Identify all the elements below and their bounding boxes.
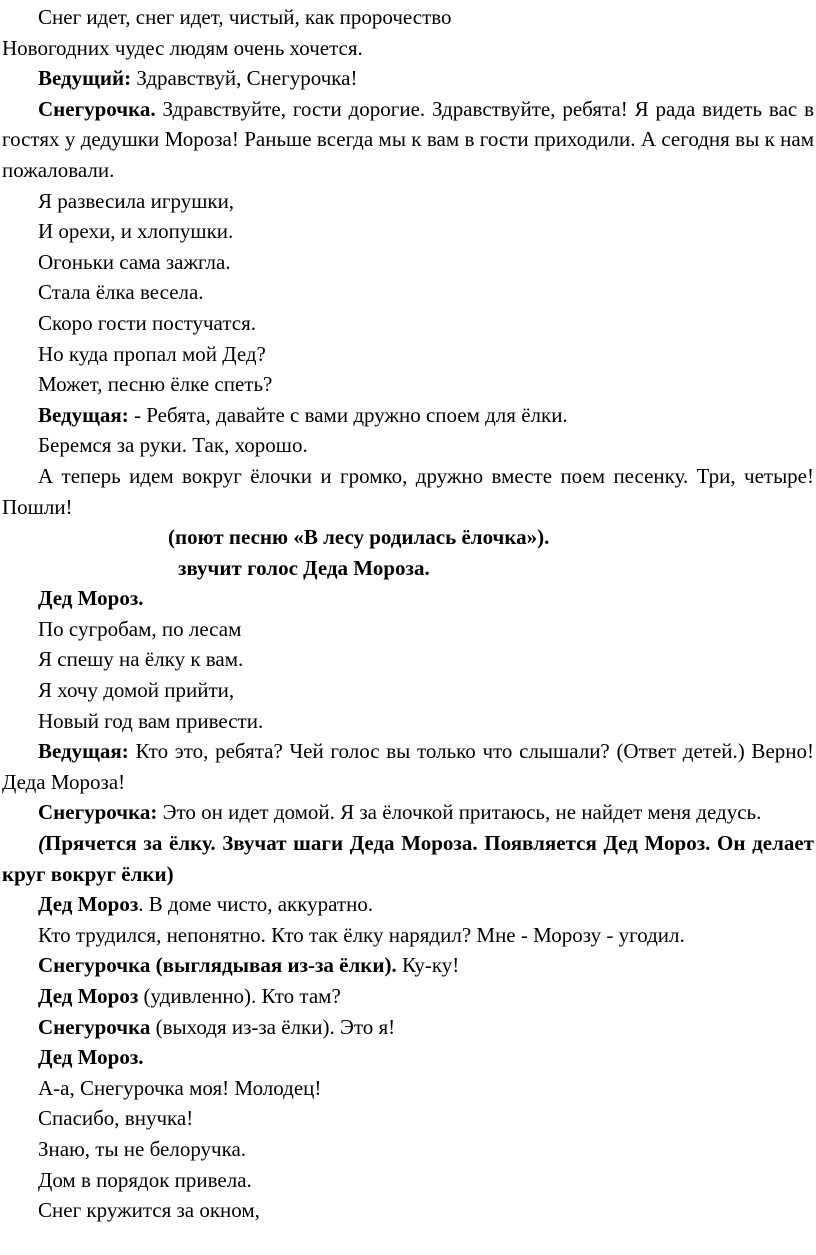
- speech-text: - Ребята, давайте с вами дружно споем для ёлки.: [128, 402, 568, 427]
- stage-direction: [2, 522, 814, 553]
- speaker-name: Снегурочка.: [38, 96, 156, 121]
- poem-line: И орехи, и хлопушки.: [38, 219, 234, 244]
- speaker-name: Снегурочка:: [38, 800, 158, 825]
- speaker-name: Снегурочка: [38, 1014, 151, 1039]
- stage-direction: [2, 553, 814, 584]
- poem-line: Стала ёлка весела.: [38, 280, 204, 305]
- poem-line: Новогодних чудес людям очень хочется.: [2, 35, 363, 60]
- poem-line: Знаю, ты не белоручка.: [38, 1136, 247, 1161]
- speaker-name: Ведущая:: [38, 402, 129, 427]
- poem-line: По сугробам, по лесам: [38, 616, 242, 641]
- dialogue-line: [2, 889, 814, 920]
- poem-line: Я развесила игрушки,: [38, 188, 235, 213]
- poem-line: Снег кружится за окном,: [38, 1198, 260, 1223]
- poem-line: А-а, Снегурочка моя! Молодец!: [38, 1075, 322, 1100]
- dialogue-line: [2, 1012, 814, 1043]
- dialogue-line: А теперь идем вокруг ёлочки и громко, дружно вместе поем песенку. Три, четыре! Пошли!: [2, 463, 814, 519]
- dialogue-line: [2, 400, 814, 431]
- poem-line: Дом в порядок привела.: [38, 1167, 252, 1192]
- stage-direction: [2, 828, 814, 889]
- poem-line: Скоро гости постучатся.: [38, 310, 256, 335]
- poem-line: Я хочу домой прийти,: [38, 678, 235, 703]
- dialogue-line: [2, 1042, 814, 1073]
- poem-line: Спасибо, внучка!: [38, 1106, 194, 1131]
- speaker-name: Снегурочка (выглядывая из-за ёлки).: [38, 953, 397, 978]
- speech-text: . В доме чисто, аккуратно.: [138, 892, 374, 917]
- stage-direction-text: звучит голос Деда Мороза.: [178, 555, 430, 580]
- speaker-name: Дед Мороз.: [38, 586, 144, 611]
- speaker-name: Ведущий:: [38, 66, 132, 91]
- dialogue-line: Кто трудился, непонятно. Кто так ёлку нарядил? Мне - Морозу - угодил.: [38, 922, 685, 947]
- poem-line: Новый год вам привести.: [38, 708, 264, 733]
- dialogue-line: [2, 736, 814, 797]
- speech-text: Здравствуй, Снегурочка!: [131, 66, 358, 91]
- poem-line: Но куда пропал мой Дед?: [38, 341, 266, 366]
- dialogue-line: [2, 94, 814, 186]
- speech-text: Кто это, ребята? Чей голос вы только что слышали? (Ответ детей.) Верно! Деда Мороза!: [2, 739, 814, 794]
- poem-line: Огоньки сама зажгла.: [38, 249, 231, 274]
- speaker-name: Дед Мороз: [38, 984, 139, 1008]
- dialogue-line: [2, 950, 814, 981]
- stage-direction-text: Прячется за ёлку. Звучат шаги Деда Мороза. Появляется Дед Мороз. Он делает круг вокруг ёлки): [2, 831, 814, 886]
- speech-text: Ку-ку!: [396, 953, 460, 978]
- stage-paren: (: [38, 831, 45, 856]
- dialogue-line: [2, 981, 814, 1012]
- stage-direction-text: (поют песню «В лесу родилась ёлочка»).: [168, 525, 550, 550]
- speech-text: (удивленно). Кто там?: [138, 984, 341, 1008]
- dialogue-line: [2, 583, 814, 614]
- poem-line: Может, песню ёлке спеть?: [38, 372, 273, 397]
- speech-text: Это он идет домой. Я за ёлочкой притаюсь, не найдет меня дедусь.: [157, 800, 762, 825]
- poem-line: Снег идет, снег идет, чистый, как пророчество: [38, 5, 452, 29]
- speaker-name: Дед Мороз: [38, 892, 139, 917]
- poem-line: Я спешу на ёлку к вам.: [38, 647, 244, 672]
- dialogue-line: [2, 797, 814, 828]
- speaker-name: Дед Мороз.: [38, 1045, 144, 1070]
- speech-text: (выходя из-за ёлки). Это я!: [150, 1014, 396, 1039]
- speech-text: Здравствуйте, гости дорогие. Здравствуйте, ребята! Я рада видеть вас в гостях у дедушки Мороза! Раньше всегда мы к вам в гости приходили. А сегодня вы к нам пожаловали.: [2, 96, 814, 182]
- dialogue-line: [2, 63, 814, 94]
- dialogue-line: Беремся за руки. Так, хорошо.: [38, 433, 308, 458]
- speaker-name: Ведущая:: [38, 739, 129, 764]
